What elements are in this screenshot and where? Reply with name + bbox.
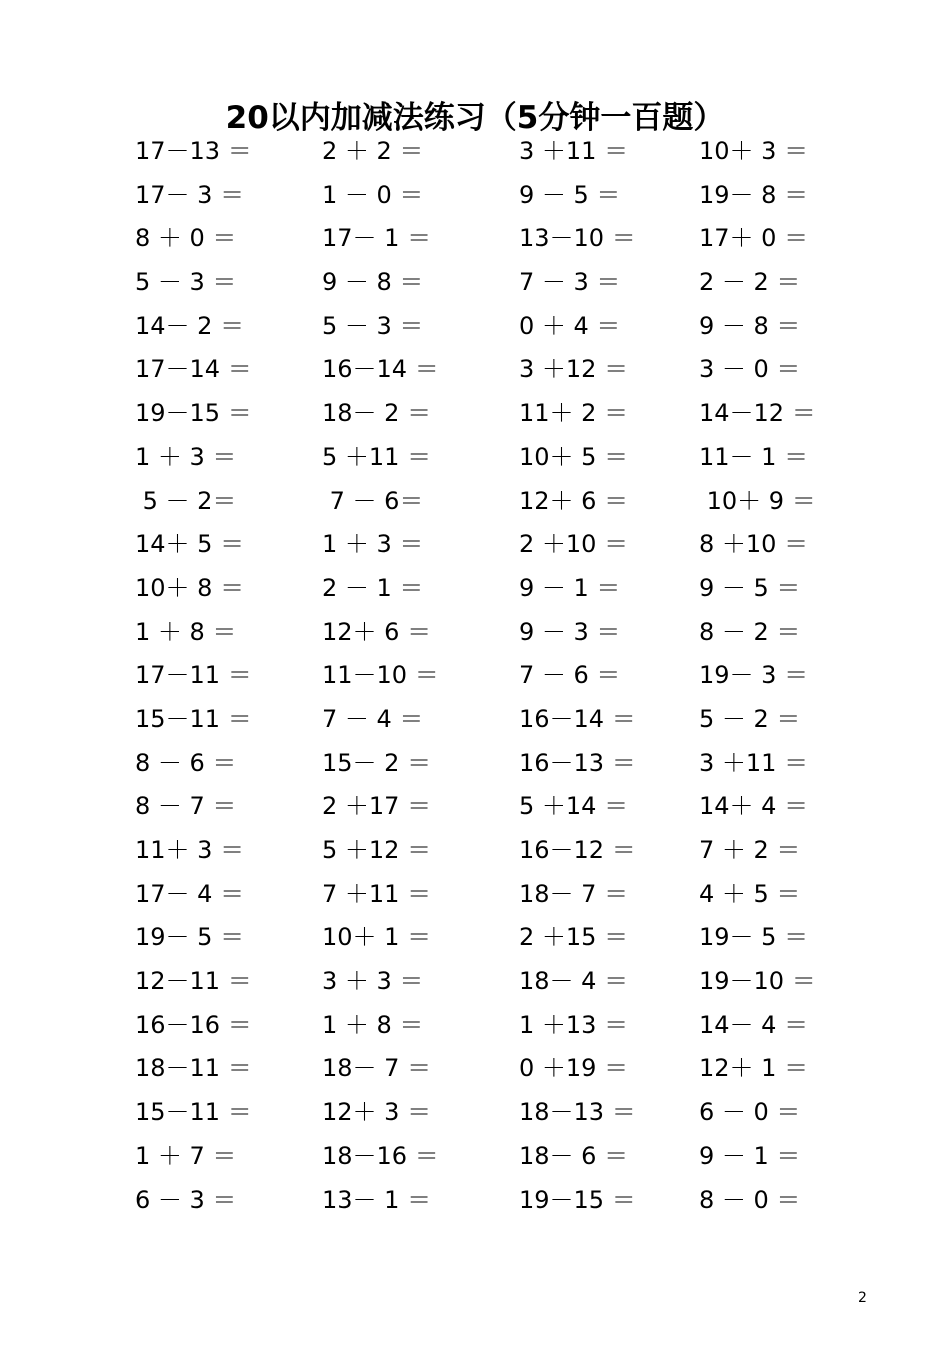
math-problem: 18－ 6 ＝ <box>519 1141 629 1170</box>
math-problem: 9 － 1 ＝ <box>519 573 621 602</box>
math-problem: 7 － 6 ＝ <box>519 661 621 690</box>
problem-row <box>0 960 950 1004</box>
math-problem: 5 － 2 ＝ <box>699 704 801 733</box>
math-problem: 5 ＋11 ＝ <box>322 442 432 471</box>
problem-row <box>0 1135 950 1179</box>
math-problem: 5 ＋14 ＝ <box>519 792 629 821</box>
problem-row <box>0 392 950 436</box>
title-number: 20 <box>225 99 269 136</box>
problem-row <box>0 217 950 261</box>
problem-row <box>0 567 950 611</box>
math-problem: 1 ＋ 8 ＝ <box>322 1010 424 1039</box>
math-problem: 17－14 ＝ <box>135 355 252 384</box>
math-problem: 1 ＋ 3 ＝ <box>135 442 237 471</box>
math-problem: 8 ＋10 ＝ <box>699 530 809 559</box>
math-problem: 12＋ 1 ＝ <box>699 1054 809 1083</box>
math-problem: 10＋ 9 ＝ <box>699 486 816 515</box>
math-problem: 14－ 4 ＝ <box>699 1010 809 1039</box>
math-problem: 5 － 3 ＝ <box>322 311 424 340</box>
math-problem: 11－ 1 ＝ <box>699 442 809 471</box>
math-problem: 17－ 4 ＝ <box>135 879 245 908</box>
math-problem: 17－11 ＝ <box>135 661 252 690</box>
problem-row <box>0 130 950 174</box>
math-problem: 0 ＋19 ＝ <box>519 1054 629 1083</box>
page-number: 2 <box>858 1290 867 1306</box>
problem-row <box>0 436 950 480</box>
problem-row <box>0 305 950 349</box>
math-problem: 9 － 8 ＝ <box>699 311 801 340</box>
math-problem: 8 － 7 ＝ <box>135 792 237 821</box>
problem-row <box>0 654 950 698</box>
math-problem: 13－ 1 ＝ <box>322 1185 432 1214</box>
math-problem: 7 ＋11 ＝ <box>322 879 432 908</box>
math-problem: 5 － 2＝ <box>135 486 237 515</box>
math-problem: 4 ＋ 5 ＝ <box>699 879 801 908</box>
math-problem: 3 ＋12 ＝ <box>519 355 629 384</box>
math-problem: 2 ＋10 ＝ <box>519 530 629 559</box>
math-problem: 11＋ 2 ＝ <box>519 399 629 428</box>
math-problem: 16－13 ＝ <box>519 748 636 777</box>
math-problem: 2 ＋15 ＝ <box>519 923 629 952</box>
math-problem: 14＋ 5 ＝ <box>135 530 245 559</box>
math-problem: 19－ 5 ＝ <box>135 923 245 952</box>
problem-grid <box>0 130 950 1222</box>
math-problem: 5 － 3 ＝ <box>135 268 237 297</box>
math-problem: 19－ 5 ＝ <box>699 923 809 952</box>
math-problem: 14－ 2 ＝ <box>135 311 245 340</box>
math-problem: 19－10 ＝ <box>699 967 816 996</box>
math-problem: 8 － 0 ＝ <box>699 1185 801 1214</box>
math-problem: 10＋ 3 ＝ <box>699 137 809 165</box>
problem-row <box>0 523 950 567</box>
math-problem: 7 － 6＝ <box>322 486 424 515</box>
math-problem: 15－11 ＝ <box>135 704 252 733</box>
math-problem: 18－16 ＝ <box>322 1141 439 1170</box>
math-problem: 7 ＋ 2 ＝ <box>699 836 801 864</box>
math-problem: 19－ 3 ＝ <box>699 661 809 690</box>
problem-row <box>0 261 950 305</box>
math-problem: 2 － 2 ＝ <box>699 268 801 297</box>
math-problem: 18－ 7 ＝ <box>519 879 629 908</box>
problem-row <box>0 174 950 218</box>
math-problem: 12－11 ＝ <box>135 967 252 996</box>
math-problem: 1 ＋ 3 ＝ <box>322 530 424 559</box>
math-problem: 16－12 ＝ <box>519 836 636 864</box>
math-problem: 12＋ 6 ＝ <box>519 486 629 515</box>
title-text-end: 分钟一百题） <box>538 99 725 136</box>
math-problem: 10＋ 8 ＝ <box>135 573 245 602</box>
math-problem: 3 ＋11 ＝ <box>699 748 809 777</box>
math-problem: 18－ 4 ＝ <box>519 967 629 996</box>
math-problem: 11－10 ＝ <box>322 661 439 690</box>
math-problem: 19－ 8 ＝ <box>699 180 809 209</box>
math-problem: 16－14 ＝ <box>519 704 636 733</box>
math-problem: 9 － 5 ＝ <box>699 573 801 602</box>
title-minutes: 5 <box>516 99 539 136</box>
math-problem: 5 ＋12 ＝ <box>322 836 432 864</box>
math-problem: 1 ＋13 ＝ <box>519 1010 629 1039</box>
math-problem: 2 ＋ 2 ＝ <box>322 137 424 165</box>
math-problem: 14－12 ＝ <box>699 399 816 428</box>
math-problem: 1 ＋ 7 ＝ <box>135 1141 237 1170</box>
math-problem: 16－14 ＝ <box>322 355 439 384</box>
problem-row <box>0 829 950 873</box>
math-problem: 10＋ 1 ＝ <box>322 923 432 952</box>
math-problem: 14＋ 4 ＝ <box>699 792 809 821</box>
problem-row <box>0 1047 950 1091</box>
math-problem: 7 － 4 ＝ <box>322 704 424 733</box>
math-problem: 3 － 0 ＝ <box>699 355 801 384</box>
title-text: 以内加减法练习（ <box>268 99 517 136</box>
problem-row <box>0 873 950 917</box>
math-problem: 15－11 ＝ <box>135 1098 252 1127</box>
problem-row <box>0 742 950 786</box>
math-problem: 17－ 1 ＝ <box>322 224 432 253</box>
problem-row <box>0 611 950 655</box>
math-problem: 1 ＋ 8 ＝ <box>135 617 237 646</box>
problem-row <box>0 1091 950 1135</box>
math-problem: 12＋ 6 ＝ <box>322 617 432 646</box>
math-problem: 10＋ 5 ＝ <box>519 442 629 471</box>
math-problem: 2 － 1 ＝ <box>322 573 424 602</box>
math-problem: 6 － 3 ＝ <box>135 1185 237 1214</box>
math-problem: 2 ＋17 ＝ <box>322 792 432 821</box>
problem-row <box>0 1004 950 1048</box>
math-problem: 18－ 7 ＝ <box>322 1054 432 1083</box>
math-problem: 17－ 3 ＝ <box>135 180 245 209</box>
math-problem: 9 － 3 ＝ <box>519 617 621 646</box>
math-problem: 9 － 1 ＝ <box>699 1141 801 1170</box>
math-problem: 8 － 6 ＝ <box>135 748 237 777</box>
problem-row <box>0 785 950 829</box>
math-problem: 15－ 2 ＝ <box>322 748 432 777</box>
problem-row <box>0 698 950 742</box>
math-problem: 19－15 ＝ <box>135 399 252 428</box>
problem-row <box>0 916 950 960</box>
math-problem: 3 ＋11 ＝ <box>519 137 629 165</box>
math-problem: 18－13 ＝ <box>519 1098 636 1127</box>
problem-row <box>0 1179 950 1223</box>
math-problem: 12＋ 3 ＝ <box>322 1098 432 1127</box>
math-problem: 8 ＋ 0 ＝ <box>135 224 237 253</box>
math-problem: 18－11 ＝ <box>135 1054 252 1083</box>
math-problem: 1 － 0 ＝ <box>322 180 424 209</box>
math-problem: 17＋ 0 ＝ <box>699 224 809 253</box>
math-problem: 18－ 2 ＝ <box>322 399 432 428</box>
math-problem: 19－15 ＝ <box>519 1185 636 1214</box>
math-problem: 9 － 5 ＝ <box>519 180 621 209</box>
math-problem: 6 － 0 ＝ <box>699 1098 801 1127</box>
problem-row <box>0 348 950 392</box>
math-problem: 8 － 2 ＝ <box>699 617 801 646</box>
math-problem: 11＋ 3 ＝ <box>135 836 245 864</box>
math-problem: 0 ＋ 4 ＝ <box>519 311 621 340</box>
problem-row <box>0 480 950 524</box>
math-problem: 9 － 8 ＝ <box>322 268 424 297</box>
math-problem: 3 ＋ 3 ＝ <box>322 967 424 996</box>
math-problem: 17－13 ＝ <box>135 137 252 165</box>
math-problem: 7 － 3 ＝ <box>519 268 621 297</box>
math-problem: 13－10 ＝ <box>519 224 636 253</box>
math-problem: 16－16 ＝ <box>135 1010 252 1039</box>
